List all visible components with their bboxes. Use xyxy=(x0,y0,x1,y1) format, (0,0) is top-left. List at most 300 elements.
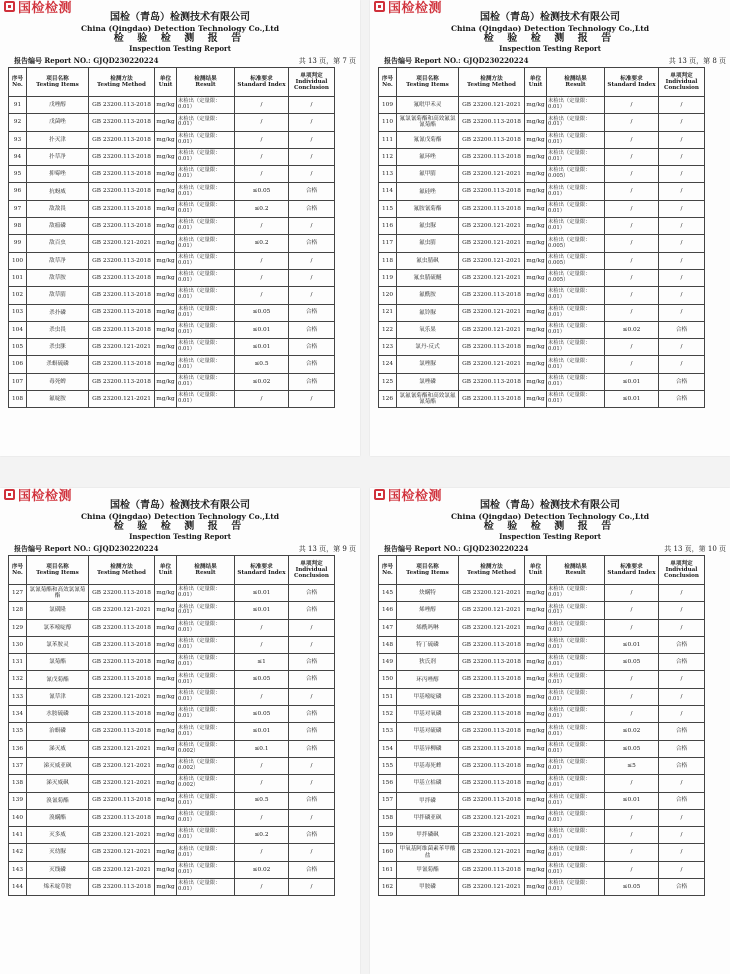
company-name-en: China (Qingdao) Detection Technology Co.,Ltd xyxy=(450,24,650,33)
report-meta xyxy=(14,56,356,66)
cell-method: GB 23200.113-2018 xyxy=(459,671,525,688)
cell-no: 111 xyxy=(379,131,397,148)
cell-conclusion: / xyxy=(659,131,705,148)
cell-conclusion: 合格 xyxy=(289,356,335,373)
cell-result: 未检出（定量限：0.01） xyxy=(547,200,605,217)
report-number-label: 报告编号 Report NO.: xyxy=(14,544,91,553)
cell-unit: mg/kg xyxy=(525,775,547,792)
table-row xyxy=(9,671,335,688)
cell-result: 未检出（定量限：0.01） xyxy=(547,183,605,200)
cell-item: 氟虫腈砜 xyxy=(397,252,459,269)
col-header-method xyxy=(89,68,155,97)
cell-standard: / xyxy=(605,861,659,878)
cell-unit: mg/kg xyxy=(155,183,177,200)
cell-no: 119 xyxy=(379,269,397,286)
cell-method: GB 23200.113-2018 xyxy=(459,654,525,671)
cell-standard: / xyxy=(235,775,289,792)
cell-item: 烯唑醇 xyxy=(397,602,459,619)
cell-item: 炔螨特 xyxy=(397,585,459,602)
cell-no: 154 xyxy=(379,740,397,757)
cell-conclusion: 合格 xyxy=(289,200,335,217)
table-row xyxy=(379,792,705,809)
report-title-en: Inspection Testing Report xyxy=(499,532,601,541)
cell-method: GB 23200.121-2021 xyxy=(89,757,155,774)
cell-result: 未检出（定量限：0.01） xyxy=(547,775,605,792)
cell-no: 150 xyxy=(379,671,397,688)
col-header-item xyxy=(27,68,89,97)
cell-result: 未检出（定量限：0.01） xyxy=(177,304,235,321)
table-row xyxy=(379,757,705,774)
col-header-standard xyxy=(605,556,659,585)
cell-item: 敌瘟磷 xyxy=(27,218,89,235)
cell-conclusion: / xyxy=(289,287,335,304)
col-header-unit-cn: 单位 xyxy=(159,75,172,82)
table-row xyxy=(379,619,705,636)
cell-item: 治螟磷 xyxy=(27,723,89,740)
cell-standard: ≤0.01 xyxy=(235,585,289,602)
cell-conclusion: / xyxy=(659,166,705,183)
cell-unit: mg/kg xyxy=(525,879,547,896)
cell-unit: mg/kg xyxy=(525,235,547,252)
cell-conclusion: / xyxy=(289,636,335,653)
cell-conclusion: / xyxy=(659,200,705,217)
cell-item: 氟虫腈 xyxy=(397,235,459,252)
cell-conclusion: 合格 xyxy=(659,740,705,757)
cell-no: 130 xyxy=(9,636,27,653)
cell-no: 120 xyxy=(379,287,397,304)
table-row xyxy=(379,723,705,740)
report-number-value: GJQD230220224 xyxy=(93,544,159,553)
cell-method: GB 23200.113-2018 xyxy=(89,131,155,148)
cell-standard: / xyxy=(605,218,659,235)
cell-method: GB 23200.113-2018 xyxy=(89,654,155,671)
cell-unit: mg/kg xyxy=(155,879,177,896)
table-row xyxy=(379,706,705,723)
col-header-result-cn: 检测结果 xyxy=(564,563,587,570)
cell-conclusion: / xyxy=(659,688,705,705)
cell-no: 99 xyxy=(9,235,27,252)
cell-result: 未检出（定量限：0.01） xyxy=(547,391,605,408)
logo-text: 国检检测 xyxy=(388,1,443,16)
cell-item: 杀虫脒 xyxy=(27,339,89,356)
cell-item: 敌草腈 xyxy=(27,287,89,304)
cell-result: 未检出（定量限：0.01） xyxy=(177,200,235,217)
cell-standard: / xyxy=(605,252,659,269)
col-header-method-en: Testing Method xyxy=(467,570,516,576)
cell-result: 未检出（定量限：0.01） xyxy=(547,321,605,338)
cell-no: 91 xyxy=(9,97,27,114)
cell-conclusion: / xyxy=(659,844,705,861)
col-header-unit-cn: 单位 xyxy=(529,75,542,82)
col-header-unit-cn: 单位 xyxy=(529,563,542,570)
cell-no: 138 xyxy=(9,775,27,792)
cell-no: 92 xyxy=(9,114,27,131)
cell-item: 氟虫脲 xyxy=(397,218,459,235)
cell-no: 95 xyxy=(9,166,27,183)
cell-conclusion: / xyxy=(289,218,335,235)
cell-method: GB 23200.113-2018 xyxy=(459,148,525,165)
col-header-conclusion-en: Individual Conclusion xyxy=(294,78,329,92)
cell-no: 151 xyxy=(379,688,397,705)
table-row xyxy=(379,636,705,653)
cell-standard: ≤0.5 xyxy=(235,792,289,809)
cell-result: 未检出（定量限：0.01） xyxy=(547,844,605,861)
cell-conclusion: / xyxy=(659,97,705,114)
cell-result: 未检出（定量限：0.01） xyxy=(177,619,235,636)
cell-method: GB 23200.121-2021 xyxy=(89,688,155,705)
cell-conclusion: 合格 xyxy=(659,879,705,896)
cell-standard: / xyxy=(235,166,289,183)
cell-standard: / xyxy=(605,287,659,304)
company-name-en: China (Qingdao) Detection Technology Co.,Ltd xyxy=(80,24,280,33)
cell-result: 未检出（定量限：0.01） xyxy=(547,602,605,619)
cell-conclusion: / xyxy=(289,269,335,286)
cell-no: 101 xyxy=(9,269,27,286)
cell-result: 未检出（定量限：0.01） xyxy=(177,688,235,705)
col-header-conclusion-cn: 单项判定 xyxy=(300,560,323,567)
col-header-result-cn: 检测结果 xyxy=(194,563,217,570)
cell-method: GB 23200.121-2021 xyxy=(459,809,525,826)
table-row xyxy=(379,148,705,165)
report-number-label: 报告编号 Report NO.: xyxy=(14,56,91,65)
cell-item: 氰草津 xyxy=(27,688,89,705)
cell-conclusion: 合格 xyxy=(289,792,335,809)
col-header-unit-en: Unit xyxy=(528,570,543,576)
table-row xyxy=(379,218,705,235)
col-header-item-en: Testing Items xyxy=(36,570,79,576)
cell-result: 未检出（定量限：0.01） xyxy=(177,183,235,200)
cell-unit: mg/kg xyxy=(525,304,547,321)
company-name-cn: 国检（青岛）检测技术有限公司 xyxy=(110,12,250,23)
cell-conclusion: 合格 xyxy=(659,321,705,338)
cell-conclusion: 合格 xyxy=(289,827,335,844)
cell-unit: mg/kg xyxy=(525,269,547,286)
table-row xyxy=(379,688,705,705)
table-row xyxy=(9,200,335,217)
cell-no: 121 xyxy=(379,304,397,321)
cell-item: 甲基立枯磷 xyxy=(397,775,459,792)
cell-item: 氟虫腈硫醚 xyxy=(397,269,459,286)
cell-method: GB 23200.113-2018 xyxy=(459,114,525,131)
cell-no: 144 xyxy=(9,879,27,896)
cell-result: 未检出（定量限：0.01） xyxy=(547,287,605,304)
cell-conclusion: / xyxy=(659,861,705,878)
col-header-conclusion-cn: 单项判定 xyxy=(670,72,693,79)
results-table xyxy=(378,555,705,896)
cell-conclusion: 合格 xyxy=(289,671,335,688)
cell-result: 未检出（定量限：0.01） xyxy=(177,391,235,408)
cell-unit: mg/kg xyxy=(155,148,177,165)
cell-method: GB 23200.113-2018 xyxy=(89,218,155,235)
cell-method: GB 23200.113-2018 xyxy=(89,619,155,636)
cell-item: 涕灭威 xyxy=(27,740,89,757)
col-header-result xyxy=(177,556,235,585)
cell-method: GB 23200.121-2021 xyxy=(89,339,155,356)
cell-item: 敌敌畏 xyxy=(27,200,89,217)
col-header-item xyxy=(397,556,459,585)
cell-standard: ≤0.01 xyxy=(235,602,289,619)
page-indicator: 共 13 页，第 9 页 xyxy=(298,545,356,553)
cell-no: 157 xyxy=(379,792,397,809)
cell-item: 扑草净 xyxy=(27,148,89,165)
cell-item: 抑霉唑 xyxy=(27,166,89,183)
col-header-unit xyxy=(155,68,177,97)
cell-standard: / xyxy=(605,114,659,131)
cell-method: GB 23200.113-2018 xyxy=(89,269,155,286)
table-row xyxy=(9,391,335,408)
col-header-unit-cn: 单位 xyxy=(159,563,172,570)
cell-conclusion: / xyxy=(289,391,335,408)
cell-no: 148 xyxy=(379,636,397,653)
cell-no: 156 xyxy=(379,775,397,792)
cell-method: GB 23200.121-2021 xyxy=(459,321,525,338)
col-header-no-cn: 序号 xyxy=(381,75,394,82)
cell-conclusion: / xyxy=(289,166,335,183)
table-row xyxy=(9,844,335,861)
cell-conclusion: 合格 xyxy=(659,654,705,671)
cell-no: 113 xyxy=(379,166,397,183)
col-header-result xyxy=(547,556,605,585)
cell-standard: ≤0.02 xyxy=(605,321,659,338)
logo-mark-icon xyxy=(374,489,385,500)
cell-standard: ≤0.05 xyxy=(235,304,289,321)
col-header-conclusion-cn: 单项判定 xyxy=(670,560,693,567)
table-row xyxy=(379,809,705,826)
cell-result: 未检出（定量限：0.01） xyxy=(547,218,605,235)
cell-method: GB 23200.113-2018 xyxy=(459,723,525,740)
cell-no: 124 xyxy=(379,356,397,373)
cell-no: 162 xyxy=(379,879,397,896)
cell-item: 烯酰吗啉 xyxy=(397,619,459,636)
table-row xyxy=(9,879,335,896)
col-header-unit-en: Unit xyxy=(158,82,173,88)
cell-conclusion: 合格 xyxy=(289,706,335,723)
cell-no: 132 xyxy=(9,671,27,688)
cell-method: GB 23200.113-2018 xyxy=(459,861,525,878)
table-row xyxy=(9,827,335,844)
cell-standard: ≤0.05 xyxy=(235,706,289,723)
results-table xyxy=(8,555,335,896)
cell-conclusion: 合格 xyxy=(289,235,335,252)
cell-unit: mg/kg xyxy=(525,252,547,269)
table-row xyxy=(379,861,705,878)
table-row xyxy=(379,235,705,252)
cell-conclusion: / xyxy=(659,183,705,200)
cell-item: 涕灭威亚砜 xyxy=(27,757,89,774)
cell-item: 甲基对氧磷 xyxy=(397,706,459,723)
cell-conclusion: 合格 xyxy=(289,321,335,338)
cell-no: 146 xyxy=(379,602,397,619)
cell-standard: / xyxy=(235,252,289,269)
table-body xyxy=(9,585,335,896)
cell-unit: mg/kg xyxy=(155,304,177,321)
col-header-conclusion-cn: 单项判定 xyxy=(300,72,323,79)
col-header-method-cn: 检测方法 xyxy=(110,75,133,82)
cell-item: 扑灭津 xyxy=(27,131,89,148)
cell-item: 氟酰胺 xyxy=(397,287,459,304)
cell-standard: / xyxy=(235,391,289,408)
cell-no: 126 xyxy=(379,391,397,408)
cell-no: 129 xyxy=(9,619,27,636)
cell-unit: mg/kg xyxy=(525,619,547,636)
cell-method: GB 23200.121-2021 xyxy=(89,740,155,757)
cell-standard: / xyxy=(235,809,289,826)
table-row xyxy=(379,114,705,131)
cell-method: GB 23200.113-2018 xyxy=(89,671,155,688)
cell-standard: / xyxy=(605,619,659,636)
cell-method: GB 23200.113-2018 xyxy=(89,373,155,390)
cell-unit: mg/kg xyxy=(155,252,177,269)
cell-result: 未检出（定量限：0.01） xyxy=(547,861,605,878)
col-header-no xyxy=(9,68,27,97)
table-row xyxy=(9,166,335,183)
col-header-conclusion xyxy=(659,556,705,585)
cell-result: 未检出（定量限：0.01） xyxy=(547,585,605,602)
cell-method: GB 23200.121-2021 xyxy=(89,827,155,844)
cell-standard: / xyxy=(605,706,659,723)
cell-unit: mg/kg xyxy=(155,356,177,373)
table-row xyxy=(9,585,335,602)
cell-result: 未检出（定量限：0.01） xyxy=(177,654,235,671)
table-row xyxy=(379,269,705,286)
cell-no: 147 xyxy=(379,619,397,636)
cell-method: GB 23200.121-2021 xyxy=(459,97,525,114)
cell-unit: mg/kg xyxy=(525,287,547,304)
col-header-unit-en: Unit xyxy=(528,82,543,88)
col-header-unit-en: Unit xyxy=(158,570,173,576)
cell-no: 143 xyxy=(9,861,27,878)
cell-unit: mg/kg xyxy=(155,321,177,338)
cell-standard: / xyxy=(605,148,659,165)
cell-result: 未检出（定量限：0.01） xyxy=(547,339,605,356)
cell-result: 未检出（定量限：0.01） xyxy=(547,879,605,896)
cell-conclusion: / xyxy=(659,706,705,723)
cell-standard: ≤0.5 xyxy=(235,356,289,373)
table-row xyxy=(379,97,705,114)
table-row xyxy=(9,619,335,636)
cell-item: 狄氏剂 xyxy=(397,654,459,671)
cell-unit: mg/kg xyxy=(525,114,547,131)
cell-method: GB 23200.121-2021 xyxy=(459,304,525,321)
col-header-method xyxy=(459,68,525,97)
cell-method: GB 23200.113-2018 xyxy=(459,131,525,148)
cell-item: 敌草净 xyxy=(27,252,89,269)
cell-unit: mg/kg xyxy=(525,391,547,408)
cell-no: 115 xyxy=(379,200,397,217)
col-header-standard-cn: 标准要求 xyxy=(250,563,273,570)
cell-result: 未检出（定量限：0.01） xyxy=(547,792,605,809)
cell-conclusion: / xyxy=(289,844,335,861)
col-header-conclusion xyxy=(289,68,335,97)
cell-item: 氟啶胺 xyxy=(27,391,89,408)
cell-no: 140 xyxy=(9,809,27,826)
col-header-standard-en: Standard Index xyxy=(607,82,656,88)
cell-method: GB 23200.121-2021 xyxy=(89,602,155,619)
report-page-10 xyxy=(370,488,730,974)
table-row xyxy=(9,602,335,619)
cell-standard: ≤0.05 xyxy=(235,671,289,688)
col-header-item-en: Testing Items xyxy=(36,82,79,88)
cell-method: GB 23200.113-2018 xyxy=(459,287,525,304)
cell-standard: ≤0.05 xyxy=(235,183,289,200)
cell-conclusion: 合格 xyxy=(289,373,335,390)
cell-result: 未检出（定量限：0.01） xyxy=(547,809,605,826)
table-row xyxy=(9,723,335,740)
cell-item: 灭幼脲 xyxy=(27,844,89,861)
cell-item: 涕灭威砜 xyxy=(27,775,89,792)
cell-result: 未检出（定量限：0.01） xyxy=(177,792,235,809)
cell-method: GB 23200.113-2018 xyxy=(89,304,155,321)
cell-unit: mg/kg xyxy=(155,619,177,636)
table-row xyxy=(9,757,335,774)
cell-item: 氯氰菊酯和高效氯氰菊酯 xyxy=(27,585,89,602)
table-row xyxy=(379,183,705,200)
cell-method: GB 23200.113-2018 xyxy=(89,809,155,826)
cell-result: 未检出（定量限：0.01） xyxy=(547,636,605,653)
cell-conclusion: 合格 xyxy=(659,391,705,408)
cell-conclusion: / xyxy=(289,114,335,131)
cell-method: GB 23200.121-2021 xyxy=(459,585,525,602)
cell-method: GB 23200.113-2018 xyxy=(89,166,155,183)
table-row xyxy=(9,235,335,252)
cell-no: 125 xyxy=(379,373,397,390)
col-header-no-en: No. xyxy=(12,570,23,576)
cell-method: GB 23200.113-2018 xyxy=(459,706,525,723)
cell-method: GB 23200.113-2018 xyxy=(89,585,155,602)
cell-item: 水胺硫磷 xyxy=(27,706,89,723)
table-row xyxy=(379,166,705,183)
col-header-conclusion xyxy=(659,68,705,97)
col-header-item-en: Testing Items xyxy=(406,570,449,576)
cell-item: 溴螨酯 xyxy=(27,809,89,826)
table-row xyxy=(9,252,335,269)
cell-no: 108 xyxy=(9,391,27,408)
col-header-result xyxy=(177,68,235,97)
table-row xyxy=(379,200,705,217)
cell-result: 未检出（定量限：0.01） xyxy=(177,218,235,235)
cell-result: 未检出（定量限：0.01） xyxy=(547,671,605,688)
table-row xyxy=(379,339,705,356)
table-row xyxy=(379,654,705,671)
table-row xyxy=(9,688,335,705)
col-header-method xyxy=(459,556,525,585)
cell-no: 160 xyxy=(379,844,397,861)
cell-unit: mg/kg xyxy=(155,97,177,114)
cell-unit: mg/kg xyxy=(155,166,177,183)
cell-standard: / xyxy=(235,879,289,896)
logo-text: 国检检测 xyxy=(18,1,73,16)
cell-method: GB 23200.121-2021 xyxy=(459,356,525,373)
cell-conclusion: 合格 xyxy=(659,373,705,390)
cell-conclusion: / xyxy=(289,252,335,269)
report-number-value: GJQD230220224 xyxy=(93,56,159,65)
cell-unit: mg/kg xyxy=(525,602,547,619)
logo-mark-icon xyxy=(4,489,15,500)
report-page-7 xyxy=(0,0,360,456)
cell-no: 153 xyxy=(379,723,397,740)
report-number xyxy=(14,56,158,66)
table-row xyxy=(9,131,335,148)
cell-no: 117 xyxy=(379,235,397,252)
cell-unit: mg/kg xyxy=(155,809,177,826)
cell-no: 112 xyxy=(379,148,397,165)
cell-item: 氟铃脲 xyxy=(397,304,459,321)
cell-item: 溴氰菊酯 xyxy=(27,792,89,809)
cell-standard: ≤0.01 xyxy=(605,636,659,653)
col-header-standard-en: Standard Index xyxy=(237,570,286,576)
cell-result: 未检出（定量限：0.01） xyxy=(177,602,235,619)
cell-unit: mg/kg xyxy=(525,844,547,861)
